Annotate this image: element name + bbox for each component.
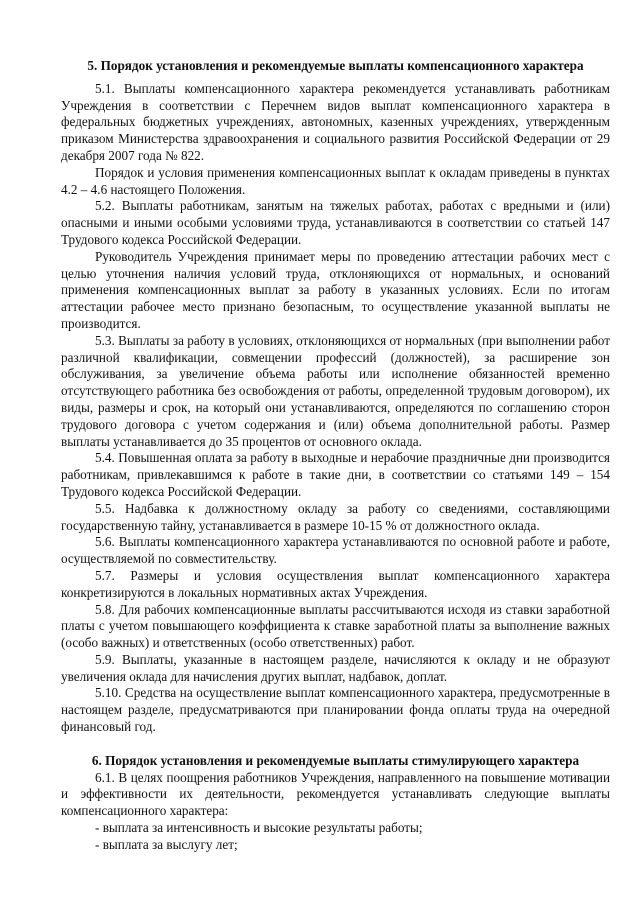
paragraph-5-7: 5.7. Размеры и условия осуществления выплат компенсационного характера конкретизируются в локальных нормативных актах Учреждения. <box>61 567 610 600</box>
paragraph-5-1: 5.1. Выплаты компенсационного характера рекомендуется устанавливать работникам Учреждения в соответствии с Перечнем видов выплат компенсационного характера в федеральных бюджетных учреждениях, автономных, казенных учреждениях, утвержденным приказом Министерства здравоохранения и социального развития Российской Федерации от 29 декабря 2007 года № 822. <box>61 80 610 163</box>
document-page <box>61 58 610 854</box>
paragraph-5-2-attestation: Руководитель Учреждения принимает меры по проведению аттестации рабочих мест с целью уточнения наличия условий труда, отклоняющихся от нормальных, и оснований применения компенсационных выплат за работу в указанных условиях. Если по итогам аттестации рабочее место признано безопасным, то осуществление указанной выплаты не производится. <box>61 248 610 331</box>
paragraph-5-8: 5.8. Для рабочих компенсационные выплаты рассчитываются исходя из ставки заработной платы с учетом повышающего коэффициента к ставке заработной платы за выполнение важных (особо важных) и ответственных (особо ответственных) работ. <box>61 601 610 651</box>
paragraph-5-6: 5.6. Выплаты компенсационного характера устанавливаются по основной работе и работе, осуществляемой по совместительству. <box>61 534 610 567</box>
paragraph-5-10: 5.10. Средства на осуществление выплат компенсационного характера, предусмотренные в настоящем разделе, предусматриваются при планировании фонда оплаты труда на очередной финансовый год. <box>61 685 610 735</box>
section-5-heading: 5. Порядок установления и рекомендуемые выплаты компенсационного характера <box>87 58 584 73</box>
paragraph-5-3: 5.3. Выплаты за работу в условиях, отклоняющихся от нормальных (при выполнении работ различной квалификации, совмещении профессий (должностей), за расширение зон обслуживания, за увеличение объема работы или исполнение обязанностей временно отсутствующего работника без освобождения от работы, определенной трудовым договором), их виды, размеры и срок, на который они устанавливаются, определяются по соглашению сторон трудового договора с учетом содержания и (или) объема дополнительной работы. Размер выплаты устанавливается до 35 процентов от основного оклада. <box>61 332 610 449</box>
list-item: - выплата за выслугу лет; <box>95 836 238 852</box>
paragraph-5-5: 5.5. Надбавка к должностному окладу за работу со сведениями, составляющими государственную тайну, устанавливается в размере 10-15 % от должностного оклада. <box>61 500 610 533</box>
paragraph-5-2: 5.2. Выплаты работникам, занятым на тяжелых работах, работах с вредными и (или) опасными и иными особыми условиями труда, устанавливаются в соответствии со статьей 147 Трудового кодекса Российской Федерации. <box>61 198 610 247</box>
paragraph-5-4: 5.4. Повышенная оплата за работу в выходные и нерабочие праздничные дни производится работникам, привлекавшимся к работе в такие дни, в соответствии со статьями 149 – 154 Трудового кодекса Российской Федерации. <box>61 450 610 499</box>
paragraph-5-9: 5.9. Выплаты, указанные в настоящем разделе, начисляются к окладу и не образуют увеличения оклада для начисления других выплат, надбавок, доплат. <box>61 651 610 684</box>
section-6-heading: 6. Порядок установления и рекомендуемые выплаты стимулирующего характера <box>91 752 580 768</box>
section-spacer <box>61 736 610 753</box>
paragraph-5-1-conditions: Порядок и условия применения компенсационных выплат к окладам приведены в пунктах 4.2 – 4.6 настоящего Положения. <box>61 164 610 197</box>
list-item: - выплата за интенсивность и высокие результаты работы; <box>95 820 423 836</box>
paragraph-6-1: 6.1. В целях поощрения работников Учреждения, направленного на повышение мотивации и эффективности их деятельности, рекомендуется устанавливать следующие выплаты компенсационного характера: <box>61 769 610 819</box>
